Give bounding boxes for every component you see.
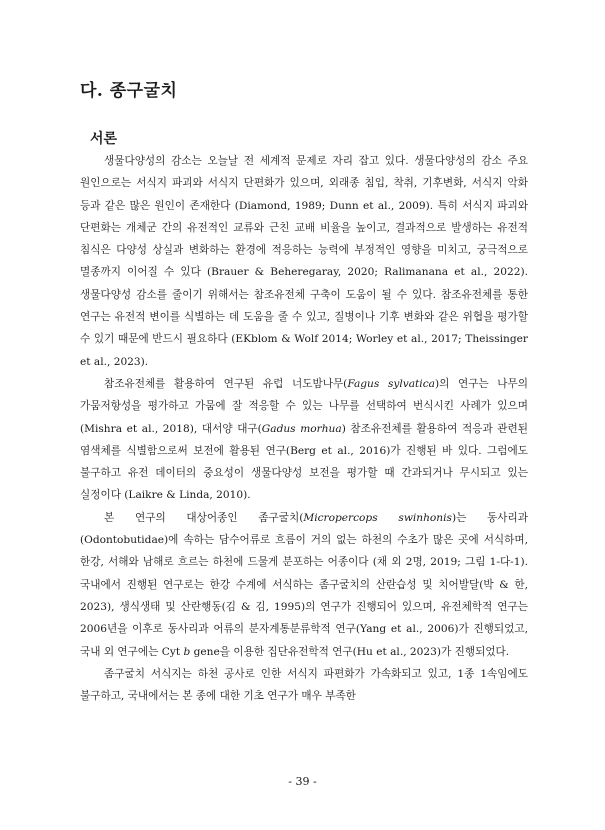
paragraph-text: 생물다양성의 감소는 오늘날 전 세계적 문제로 자리 잡고 있다. 생물다양성의 감소 주요 원인으로는 서식지 파괴와 서식지 단편화가 있으며, 외래종 침입, 착취, 기후변화, 서식지 악화 등과 같은 많은 원인이 존재한다 (Diamond, 1989; Dunn et al., 2009). 특히 서식지 파괴와 단편화는 개체군 간의 유전적인 교류와 근친 교배 비율을 높이고, 결과적으로 발생하는 유전적 침식은 다양성 상실과 변화하는 환경에 적응하는 능력에 부정적인 영향을 미치고, 궁극적으로 멸종까지 이어질 수 있다 (Brauer & Beheregaray, 2020; Ralimanana et al., 2022). 생물다양성 감소를 줄이기 위해서는 참조유전체 구축이 도움이 될 수 있다. 참조유전체를 통한 연구는 유전적 변이를 식별하는 데 도움을 줄 수 있고, 질병이나 기후 변화와 같은 위협을 평가할 수 있기 때문에 반드시 필요하다 (EKblom & Wolf 2014; Worley et al., 2017; Theissinger et al., 2023). xyxy=(80,155,528,368)
paragraph-text: gene을 이용한 집단유전학적 연구(Hu et al., 2023)가 진행되었다. xyxy=(190,645,510,658)
italic-species-name: Fagus sylvatica xyxy=(347,377,435,390)
body-paragraph xyxy=(80,150,528,373)
body-paragraph xyxy=(80,663,528,708)
body-paragraph xyxy=(80,373,528,507)
italic-species-name: Gadus morhua xyxy=(261,422,342,435)
paragraph-text: )는 동사리과(Odontobutidae)에 속하는 담수어류로 흐름이 거의 없는 하천의 수초가 많은 곳에 서식하며, 한강, 서해와 남해로 흐르는 하천에 드물게 분포하는 어종이다 (채 외 2명, 2019; 그림 1-다-1). 국내에서 진행된 연구로는 한강 수계에 서식하는 좀구굴치의 산란습성 및 치어발달(박 & 한, 2023), 생식생태 및 산란행동(김 & 김, 1995)의 연구가 진행되어 있으며, 유전체학적 연구는 2006년을 이후로 동사리과 어류의 분자계통분류학적 연구(Yang et al., 2006)가 진행되었고, 국내 외 연구에는 Cyt xyxy=(80,511,528,658)
italic-species-name: Micropercops swinhonis xyxy=(303,511,452,524)
subsection-title: 서론 xyxy=(90,131,118,147)
paragraph-text: )의 연구는 나무의 가뭄저항성을 평가하고 가뭄에 잘 적응할 수 있는 나무를 선택하여 번식시킨 사례가 있으며(Mishra et al., 2018), 대서양 대구( xyxy=(80,377,528,435)
paragraph-text: ) 참조유전체를 활용하여 적응과 관련된 염색체를 식별함으로써 보전에 활용된 연구(Berg et al., 2016)가 진행된 바 있다. 그럼에도 불구하고 유전 데이터의 중요성이 생물다양성 보전을 평가할 때 간과되거나 무시되고 있는 실정이다 (Laikre & Linda, 2010). xyxy=(80,422,529,502)
paragraph-text: 참조유전체를 활용하여 연구된 유럽 너도밤나무( xyxy=(104,377,348,390)
paragraph-text: 본 연구의 대상어종인 좀구굴치( xyxy=(104,511,304,524)
italic-species-name: b xyxy=(183,645,191,658)
paragraph-text: 좀구굴치 서식지는 하천 공사로 인한 서식지 파편화가 가속화되고 있고, 1종 1속임에도 불구하고, 국내에서는 본 종에 대한 기초 연구가 매우 부족한 xyxy=(80,667,528,703)
body-text xyxy=(80,150,528,707)
page-number: - 39 - xyxy=(288,775,317,788)
body-paragraph xyxy=(80,507,528,663)
section-title: 다. 종구굴치 xyxy=(80,81,178,101)
